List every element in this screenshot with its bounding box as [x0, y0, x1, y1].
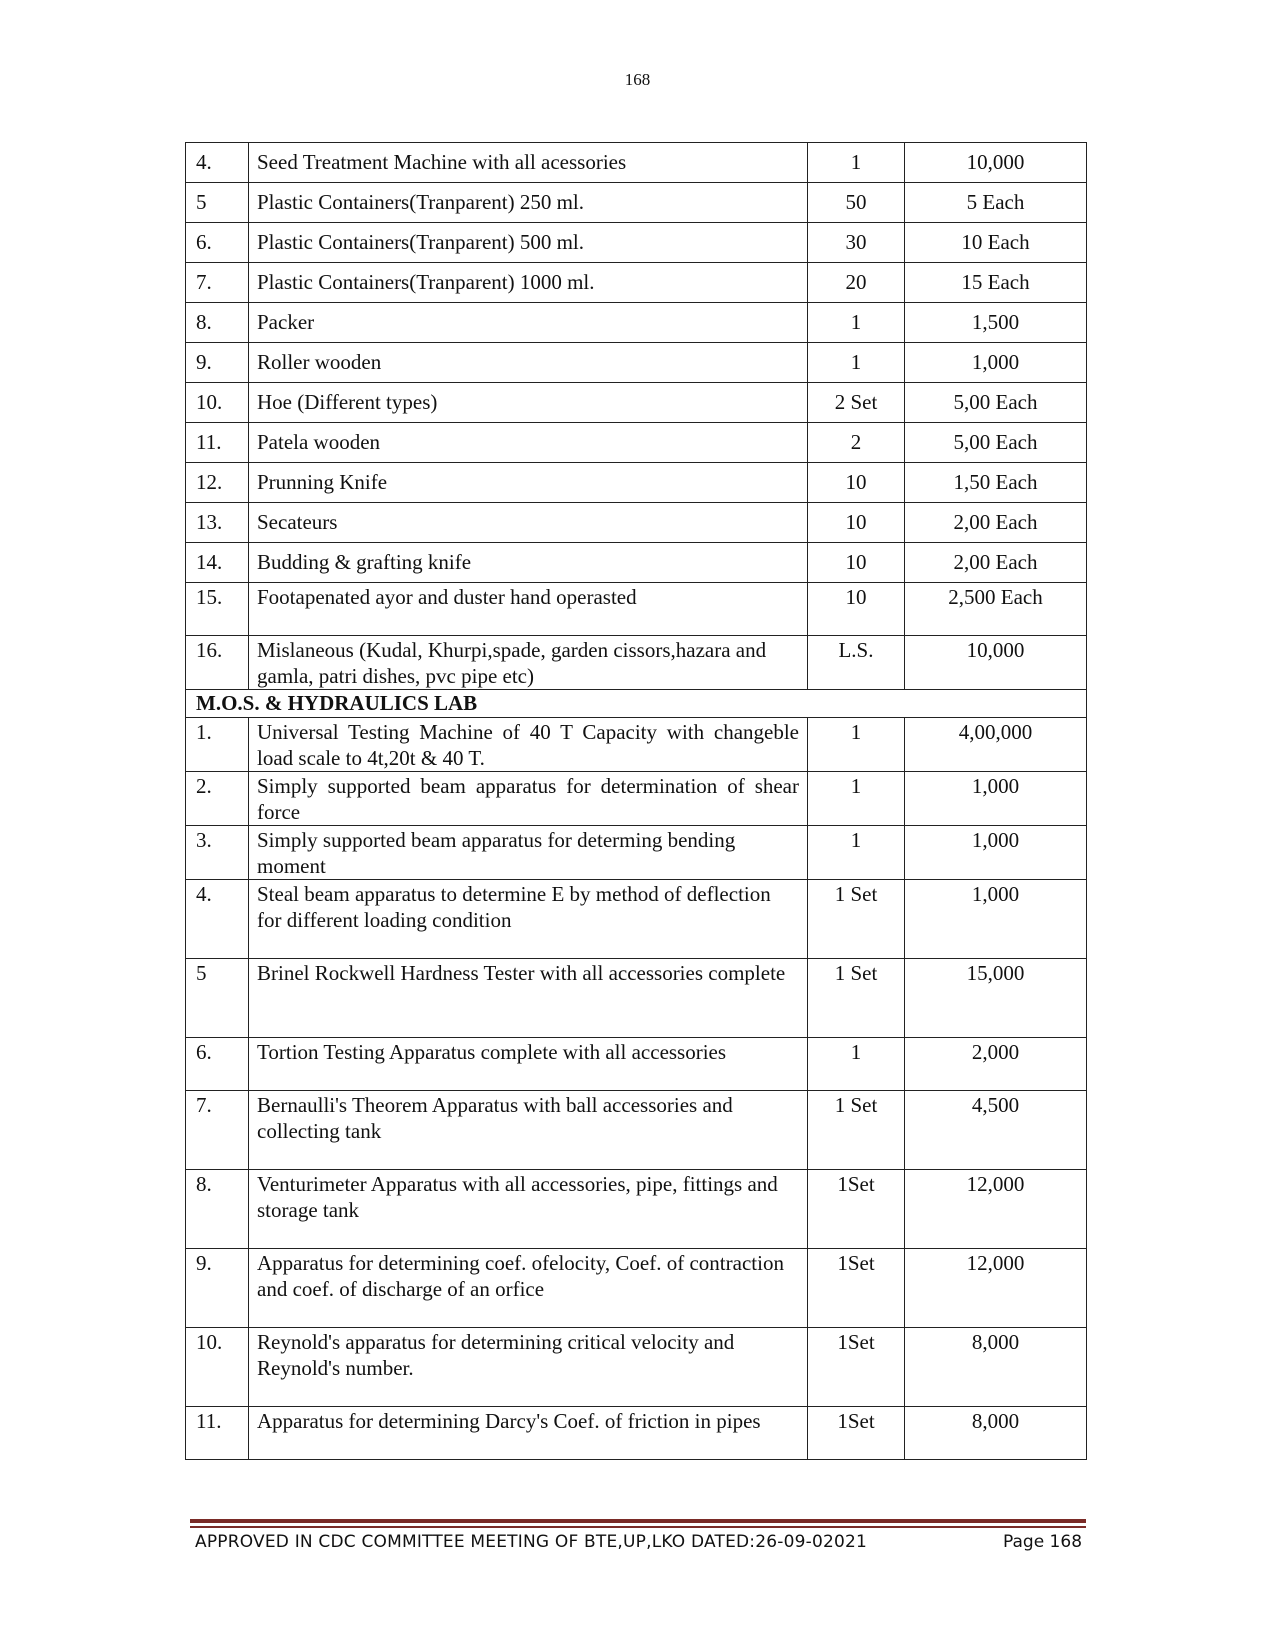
item-number: 1.	[186, 718, 249, 772]
table-row	[186, 1038, 1087, 1091]
item-quantity: L.S.	[808, 636, 905, 690]
table-row	[186, 718, 1087, 772]
item-description: Tortion Testing Apparatus complete with all accessories	[249, 1038, 808, 1091]
item-description: Bernaulli's Theorem Apparatus with ball accessories and collecting tank	[249, 1091, 808, 1170]
item-cost: 5,00 Each	[905, 423, 1087, 463]
item-description: Plastic Containers(Tranparent) 1000 ml.	[249, 263, 808, 303]
item-cost: 1,000	[905, 343, 1087, 383]
item-cost: 10,000	[905, 143, 1087, 183]
item-number: 6.	[186, 1038, 249, 1091]
table-row	[186, 1170, 1087, 1249]
item-number: 9.	[186, 343, 249, 383]
item-quantity: 1Set	[808, 1407, 905, 1460]
item-cost: 2,00 Each	[905, 503, 1087, 543]
table-row	[186, 383, 1087, 423]
item-cost: 5 Each	[905, 183, 1087, 223]
item-description: Footapenated ayor and duster hand operasted	[249, 583, 808, 636]
item-number: 14.	[186, 543, 249, 583]
section-title: M.O.S. & HYDRAULICS LAB	[186, 690, 1087, 718]
item-description: Plastic Containers(Tranparent) 500 ml.	[249, 223, 808, 263]
item-cost: 1,000	[905, 772, 1087, 826]
item-quantity: 1Set	[808, 1328, 905, 1407]
item-quantity: 10	[808, 583, 905, 636]
item-number: 10.	[186, 1328, 249, 1407]
item-quantity: 10	[808, 543, 905, 583]
item-quantity: 1 Set	[808, 959, 905, 1038]
item-description: Roller wooden	[249, 343, 808, 383]
table-row	[186, 463, 1087, 503]
item-description: Prunning Knife	[249, 463, 808, 503]
item-cost: 15,000	[905, 959, 1087, 1038]
item-cost: 1,000	[905, 880, 1087, 959]
table-row	[186, 636, 1087, 690]
item-description: Packer	[249, 303, 808, 343]
item-quantity: 10	[808, 463, 905, 503]
table-row	[186, 583, 1087, 636]
item-quantity: 1 Set	[808, 880, 905, 959]
item-quantity: 1	[808, 143, 905, 183]
table-row	[186, 183, 1087, 223]
table-row	[186, 1328, 1087, 1407]
item-cost: 10,000	[905, 636, 1087, 690]
item-quantity: 1	[808, 303, 905, 343]
item-description: Mislaneous (Kudal, Khurpi,spade, garden cissors,hazara and gamla, patri dishes, pvc pipe etc)	[249, 636, 808, 690]
table-row	[186, 303, 1087, 343]
table-body-part-b	[186, 718, 1087, 1460]
item-description: Hoe (Different types)	[249, 383, 808, 423]
item-quantity: 1	[808, 343, 905, 383]
item-description: Apparatus for determining coef. ofelocity, Coef. of contraction and coef. of discharge of an orfice	[249, 1249, 808, 1328]
item-number: 11.	[186, 1407, 249, 1460]
item-description: Venturimeter Apparatus with all accessories, pipe, fittings and storage tank	[249, 1170, 808, 1249]
item-cost: 12,000	[905, 1170, 1087, 1249]
item-cost: 1,50 Each	[905, 463, 1087, 503]
item-number: 9.	[186, 1249, 249, 1328]
item-description: Simply supported beam apparatus for determination of shear force	[249, 772, 808, 826]
section-header-group	[186, 690, 1087, 718]
footer-rule-thin	[190, 1526, 1086, 1528]
item-number: 13.	[186, 503, 249, 543]
item-cost: 12,000	[905, 1249, 1087, 1328]
item-number: 15.	[186, 583, 249, 636]
item-description: Budding & grafting knife	[249, 543, 808, 583]
item-description: Universal Testing Machine of 40 T Capacity with changeble load scale to 4t,20t & 40 T.	[249, 718, 808, 772]
item-quantity: 1	[808, 718, 905, 772]
item-quantity: 1	[808, 826, 905, 880]
item-number: 2.	[186, 772, 249, 826]
item-cost: 2,00 Each	[905, 543, 1087, 583]
item-description: Plastic Containers(Tranparent) 250 ml.	[249, 183, 808, 223]
item-description: Secateurs	[249, 503, 808, 543]
item-cost: 2,500 Each	[905, 583, 1087, 636]
item-description: Apparatus for determining Darcy's Coef. of friction in pipes	[249, 1407, 808, 1460]
table-row	[186, 959, 1087, 1038]
item-cost: 1,500	[905, 303, 1087, 343]
item-cost: 8,000	[905, 1407, 1087, 1460]
item-quantity: 1	[808, 1038, 905, 1091]
item-description: Simply supported beam apparatus for determing bending moment	[249, 826, 808, 880]
item-cost: 4,00,000	[905, 718, 1087, 772]
item-quantity: 1Set	[808, 1170, 905, 1249]
item-quantity: 20	[808, 263, 905, 303]
item-cost: 1,000	[905, 826, 1087, 880]
item-number: 11.	[186, 423, 249, 463]
table-body-part-a	[186, 143, 1087, 690]
item-number: 8.	[186, 303, 249, 343]
item-number: 4.	[186, 143, 249, 183]
table-row	[186, 503, 1087, 543]
item-quantity: 10	[808, 503, 905, 543]
item-cost: 2,000	[905, 1038, 1087, 1091]
table-row	[186, 1091, 1087, 1170]
item-cost: 15 Each	[905, 263, 1087, 303]
item-number: 5	[186, 183, 249, 223]
page-number: 168	[624, 70, 651, 89]
item-quantity: 1Set	[808, 1249, 905, 1328]
table-row	[186, 223, 1087, 263]
item-cost: 10 Each	[905, 223, 1087, 263]
table-row	[186, 143, 1087, 183]
item-quantity: 2	[808, 423, 905, 463]
footer-rule-thick	[190, 1519, 1086, 1523]
item-number: 10.	[186, 383, 249, 423]
footer-page-label: Page 168	[1003, 1532, 1083, 1552]
table-row	[186, 1249, 1087, 1328]
item-cost: 4,500	[905, 1091, 1087, 1170]
item-number: 8.	[186, 1170, 249, 1249]
item-number: 6.	[186, 223, 249, 263]
item-number: 7.	[186, 263, 249, 303]
item-number: 12.	[186, 463, 249, 503]
item-quantity: 30	[808, 223, 905, 263]
table-row	[186, 543, 1087, 583]
table-row	[186, 880, 1087, 959]
item-quantity: 1 Set	[808, 1091, 905, 1170]
table-row	[186, 423, 1087, 463]
item-number: 5	[186, 959, 249, 1038]
table-row	[186, 772, 1087, 826]
item-description: Brinel Rockwell Hardness Tester with all accessories complete	[249, 959, 808, 1038]
item-quantity: 1	[808, 772, 905, 826]
table-row	[186, 826, 1087, 880]
section-header-row	[186, 690, 1087, 718]
item-description: Reynold's apparatus for determining critical velocity and Reynold's number.	[249, 1328, 808, 1407]
item-number: 4.	[186, 880, 249, 959]
item-quantity: 2 Set	[808, 383, 905, 423]
item-quantity: 50	[808, 183, 905, 223]
table-row	[186, 263, 1087, 303]
item-description: Steal beam apparatus to determine E by method of deflection for different loading condition	[249, 880, 808, 959]
item-cost: 8,000	[905, 1328, 1087, 1407]
item-description: Seed Treatment Machine with all acessories	[249, 143, 808, 183]
equipment-table	[185, 142, 1087, 1460]
item-number: 3.	[186, 826, 249, 880]
table-row	[186, 343, 1087, 383]
item-cost: 5,00 Each	[905, 383, 1087, 423]
item-number: 16.	[186, 636, 249, 690]
footer-approval-text: APPROVED IN CDC COMMITTEE MEETING OF BTE,UP,LKO DATED:26-09-02021	[195, 1532, 868, 1552]
item-number: 7.	[186, 1091, 249, 1170]
item-description: Patela wooden	[249, 423, 808, 463]
table-row	[186, 1407, 1087, 1460]
